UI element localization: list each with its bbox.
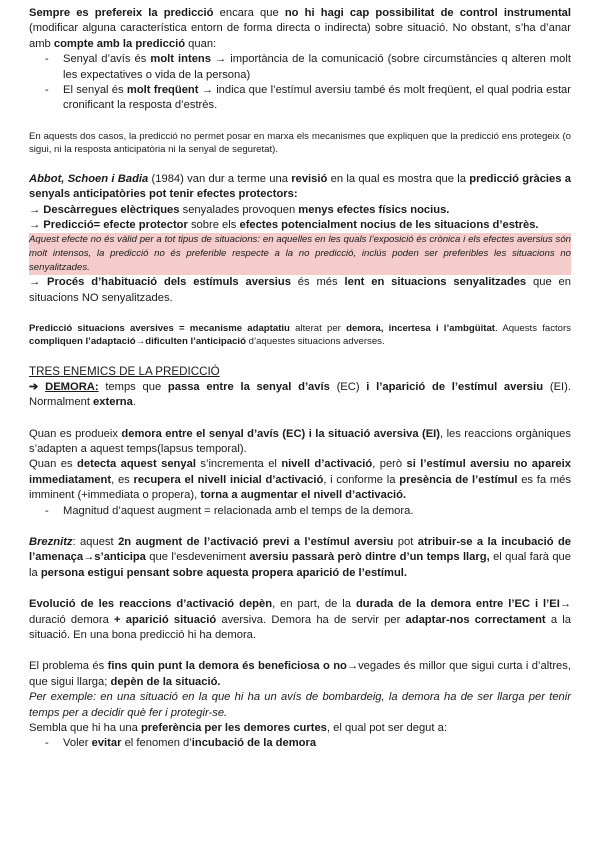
spacer [29,348,571,364]
list-item [45,736,571,751]
bold-text: presència de l’estímul [399,473,518,486]
text: , les reaccions orgàniques s’adapten a aquest temps(lapsus temporal). [29,427,571,455]
bold-text: adaptar-nos correctament [405,613,546,626]
paragraph-example: Per exemple: en una situació en la que hi ha un avís de bombardeig, la demora ha de ser llarga per tenir temps per a decidir què fer i protegir-se. [29,691,571,719]
paragraph-evolucio [29,597,571,643]
text: : aquest [72,535,119,548]
bold-text: no hi hagi cap possibilitat de control instrumental [284,7,571,19]
bold-text: atribuir-se a la incubació de l’amenaça→s’anticipa [29,535,571,564]
bold-text: incubació de la demora [191,737,317,750]
bold-text: nivell d’activació [281,458,373,471]
text: , i conforme la [323,473,400,486]
paragraph-abbot [29,172,571,203]
bold-text: 2n augment de l’activació previ a l’estímul aversiu [118,535,394,548]
text: . [132,396,136,409]
arrow-icon: ➔ [29,380,46,393]
spacer [29,581,571,597]
bold-text: + aparició situació [114,613,217,626]
list-item [45,52,571,83]
text: senyalades provoquen [179,203,299,216]
text: Sembla que hi ha una [29,722,141,734]
bold-text: detecta aquest senyal [77,458,196,471]
bold-text: passa entre la senyal d’avís [167,380,330,393]
text: pot [393,535,418,548]
bold-text: evitar [91,737,122,750]
bold-text: fins quin punt la demora és beneficiosa o no [107,660,347,673]
spacer [29,306,571,322]
text: . Aquests factors [494,323,571,335]
text: Quan es [29,458,78,471]
highlighted-note: Aquest efecte no és vàlid per a tot tipus de situacions: en aquelles en les quals l’exposició és crònica i els efectes aversius són molt intensos, la predicció no és preferible respecte a la no predicció, inclús poden ser preferibles les situacions no senyalitzades. [29,234,571,274]
list-item [45,83,571,114]
author-name: Breznitz [29,535,73,548]
paragraph-breznitz [29,535,571,581]
bold-text: demora entre el senyal d’avís (EC) i la situació aversiva (EI) [121,427,441,440]
paragraph-descarregues [29,203,571,218]
bold-text: menys efectes físics nocius. [298,203,450,216]
text: El senyal és [63,84,127,97]
bold-text: externa [93,396,133,409]
paragraph-demora-effect [29,427,571,458]
text: alterat per [289,323,347,335]
bold-text: preferència per les demores curtes [140,722,327,734]
text: Quan es produeix [29,427,122,440]
text: aversiva. Demora ha de servir per [216,613,406,626]
text: el fenomen d’ [121,737,192,750]
bold-text: durada de la demora entre l’EC i l’EI→ [355,598,571,611]
paragraph-prediction-preference [29,6,571,52]
text: es fa més imminent (+immediata o propera), [29,473,572,502]
text: en la qual es mostra que la [327,172,470,185]
bold-text: molt intens [150,53,211,66]
text: (1984) van dur a terme una [148,172,292,185]
spacer [29,643,571,659]
paragraph-prediccio-efecte [29,218,571,233]
bold-text: predicció gràcies a senyals anticipatòries pot tenir efectes protectors: [29,172,571,201]
bold-text: → Procés d’habituació dels estímuls aversius [29,276,291,289]
author-name: Abbot, Schoen i Badia [29,172,149,185]
bold-text: compte amb la predicció [53,37,186,50]
text: Senyal d’avís és [63,53,151,66]
bold-text: torna a augmentar el nivell d’activació. [200,489,407,502]
bullet-list-reasons [29,736,571,751]
text: →vegades és millor que sigui curta i d’altres, que sigui llarga; [29,660,571,688]
paragraph-sembla [29,721,571,736]
bold-text: demora, incertesa i l’ambgüitat [346,323,495,335]
paragraph-adaptive-mechanism [29,322,571,348]
bold-text: si l’estímul aversiu no apareix immediatament [29,458,571,486]
spacer [29,156,571,172]
bold-text: i l’aparició de l’estímul aversiu [366,380,544,393]
text: el qual farà que la [29,551,571,579]
text: a la situació. En una bona predicció hi ha demora. [29,613,571,641]
text: (EI). Normalment [29,380,571,409]
text: , el qual pot ser degut a: [326,722,447,734]
paragraph-activation [29,457,571,503]
bullet-list-cautions [29,52,571,114]
section-heading: TRES ENEMICS DE LA PREDICCIÓ [29,365,220,379]
bold-text: Predicció situacions aversives = mecanisme adaptatiu [29,323,290,335]
text: temps que [98,380,168,393]
paragraph-two-cases: En aquests dos casos, la predicció no permet posar en marxa els mecanismes que expliquen que la predicció ens protegeix (o sigui, ni la resposta anticipatòria ni la senyal de seguretat). [29,130,571,155]
text: sobre els [187,219,240,232]
bold-text: aversiu passarà però dintre d’un temps llarg, [249,551,490,564]
text: quan: [185,37,217,50]
text: que en situacions NO senyalitzades. [29,276,571,304]
paragraph-proces-habituacio [29,275,571,306]
paragraph-problema [29,659,571,690]
text: Voler [63,737,92,750]
text: que l’esdeveniment [145,551,250,564]
text: duració demora [29,613,115,626]
bold-text: Sempre es prefereix la predicció [29,7,214,19]
text: , es [111,473,134,486]
text: , però [372,458,407,471]
spacer [29,411,571,427]
list-item: - Magnitud d’aquest augment = relacionada amb el temps de la demora. [45,504,571,519]
text: El problema és [29,660,108,673]
bold-text: revisió [291,172,328,185]
bold-text: persona estigui pensant sobre aquesta propera aparició de l’estímul. [40,566,408,579]
bold-text: recupera el nivell inicial d’activació [133,473,324,486]
bold-text: depèn de la situació. [110,675,221,688]
bold-text: lent en situacions senyalitzades [344,276,527,289]
text: (modificar alguna característica entorn de forma directa o indirecta) sobre situació. No obstant, s’ha d’anar amb [29,22,571,50]
text: és més [290,276,345,289]
spacer [29,114,571,130]
text: → indica que l’estímul aversiu també és molt freqüent, el qual podria estar cronificant la resposta d’estrès. [63,84,571,112]
text: , en part, de la [272,598,356,611]
text: (EC) [329,380,367,393]
bold-text: compliquen l’adaptació→dificulten l’anticipació [29,336,246,348]
bullet-list-magnitude [29,504,571,519]
term-label: DEMORA: [45,380,99,393]
paragraph-demora [29,380,571,411]
bold-text: efectes potencialment nocius de les situacions d’estrès. [239,219,539,232]
text: s’incrementa el [195,458,282,471]
text: encara que [213,7,285,19]
bold-text: Evolució de les reaccions d’activació depèn [29,598,273,611]
text: → importància de la comunicació (sobre circumstàncies q alteren molt les expectatives o vida de la persona) [63,53,572,81]
spacer [29,519,571,535]
bold-text: → Descàrregues elèctriques [29,203,180,216]
text: d’aquestes situacions adverses. [245,336,385,348]
bold-text: → Predicció= efecte protector [29,219,188,232]
bold-text: molt freqüent [126,84,199,97]
